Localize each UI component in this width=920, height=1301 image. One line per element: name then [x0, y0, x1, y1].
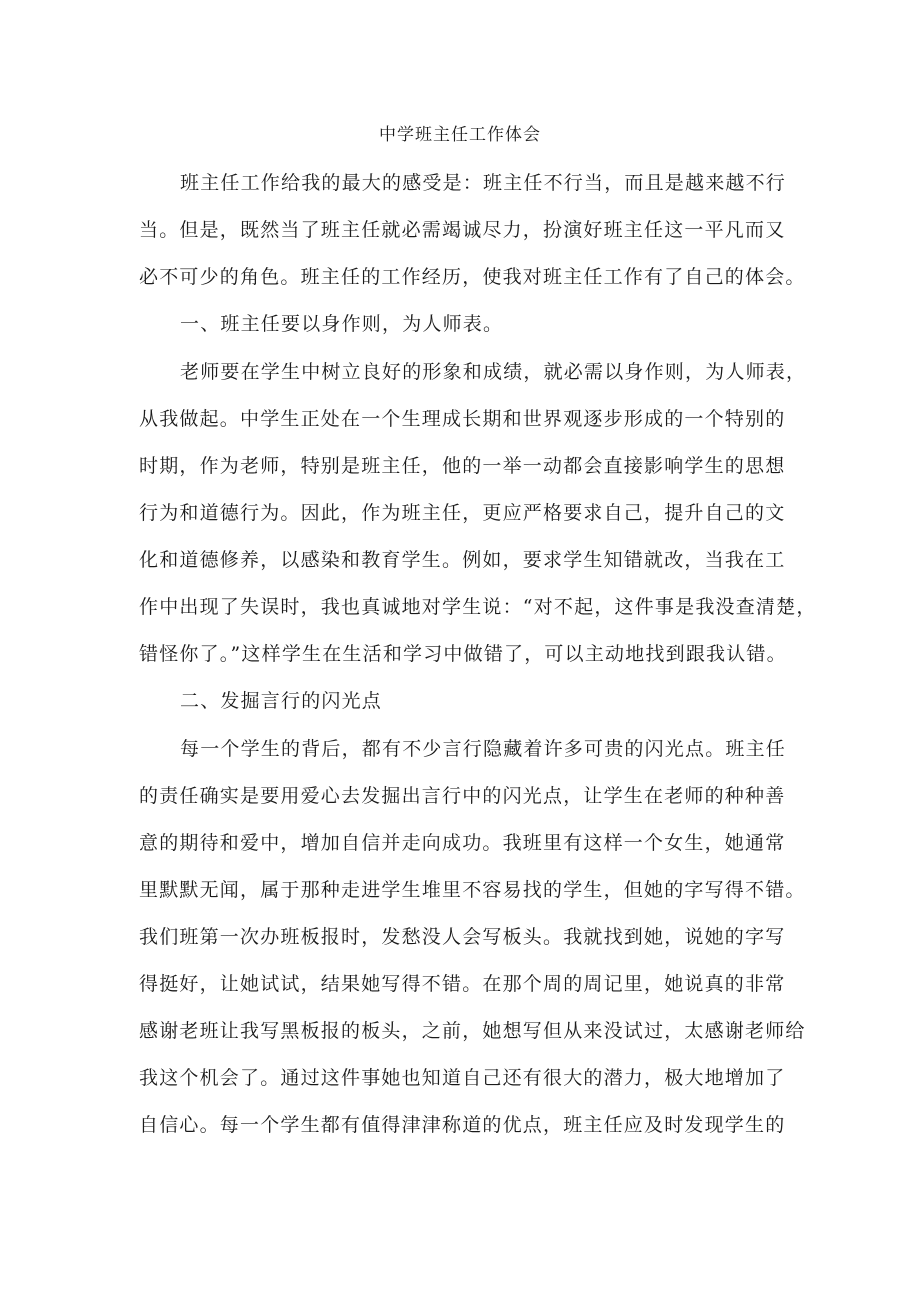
paragraph-line: 从我做起。中学生正处在一个生理成长期和世界观逐步形成的一个特别的 [139, 408, 786, 430]
paragraph-line: 的责任确实是要用爱心去发掘出言行中的闪光点，让学生在老师的种种善 [139, 785, 786, 807]
section-heading: 一、班主任要以身作则，为人师表。 [180, 313, 504, 335]
paragraph-line: 行为和道德行为。因此，作为班主任，更应严格要求自己，提升自己的文 [139, 502, 786, 524]
paragraph-line: 自信心。每一个学生都有值得津津称道的优点，班主任应及时发现学生的 [139, 1114, 786, 1136]
paragraph-line: 错怪你了。”这样学生在生活和学习中做错了，可以主动地找到跟我认错。 [139, 643, 787, 665]
paragraph-line: 我这个机会了。通过这件事她也知道自己还有很大的潜力，极大地增加了 [139, 1067, 786, 1089]
paragraph-line: 老师要在学生中树立良好的形象和成绩，就必需以身作则，为人师表， [180, 361, 807, 383]
paragraph-line: 我们班第一次办班板报时，发愁没人会写板头。我就找到她，说她的字写 [139, 926, 786, 948]
paragraph-line: 化和道德修养，以感染和教育学生。例如，要求学生知错就改，当我在工 [139, 549, 786, 571]
paragraph-line: 里默默无闻，属于那种走进学生堆里不容易找的学生，但她的字写得不错。 [139, 879, 806, 901]
paragraph-line: 必不可少的角色。班主任的工作经历，使我对班主任工作有了自己的体会。 [139, 266, 806, 288]
section-heading: 二、发掘言行的闪光点 [180, 690, 383, 712]
paragraph-line: 作中出现了失误时，我也真诚地对学生说：“对不起，这件事是我没查清楚， [139, 596, 817, 618]
document-title: 中学班主任工作体会 [379, 125, 541, 145]
paragraph-line: 班主任工作给我的最大的感受是：班主任不行当，而且是越来越不行 [180, 172, 787, 194]
paragraph-line: 得挺好，让她试试，结果她写得不错。在那个周的周记里，她说真的非常 [139, 973, 786, 995]
paragraph-line: 意的期待和爱中，增加自信并走向成功。我班里有这样一个女生，她通常 [139, 832, 786, 854]
paragraph-line: 当。但是，既然当了班主任就必需竭诚尽力，扮演好班主任这一平凡而又 [139, 219, 786, 241]
paragraph-line: 时期，作为老师，特别是班主任，他的一举一动都会直接影响学生的思想 [139, 455, 786, 477]
paragraph-line: 感谢老班让我写黑板报的板头，之前，她想写但从来没试过，太感谢老师给 [139, 1020, 806, 1042]
paragraph-line: 每一个学生的背后，都有不少言行隐藏着许多可贵的闪光点。班主任 [180, 738, 787, 760]
